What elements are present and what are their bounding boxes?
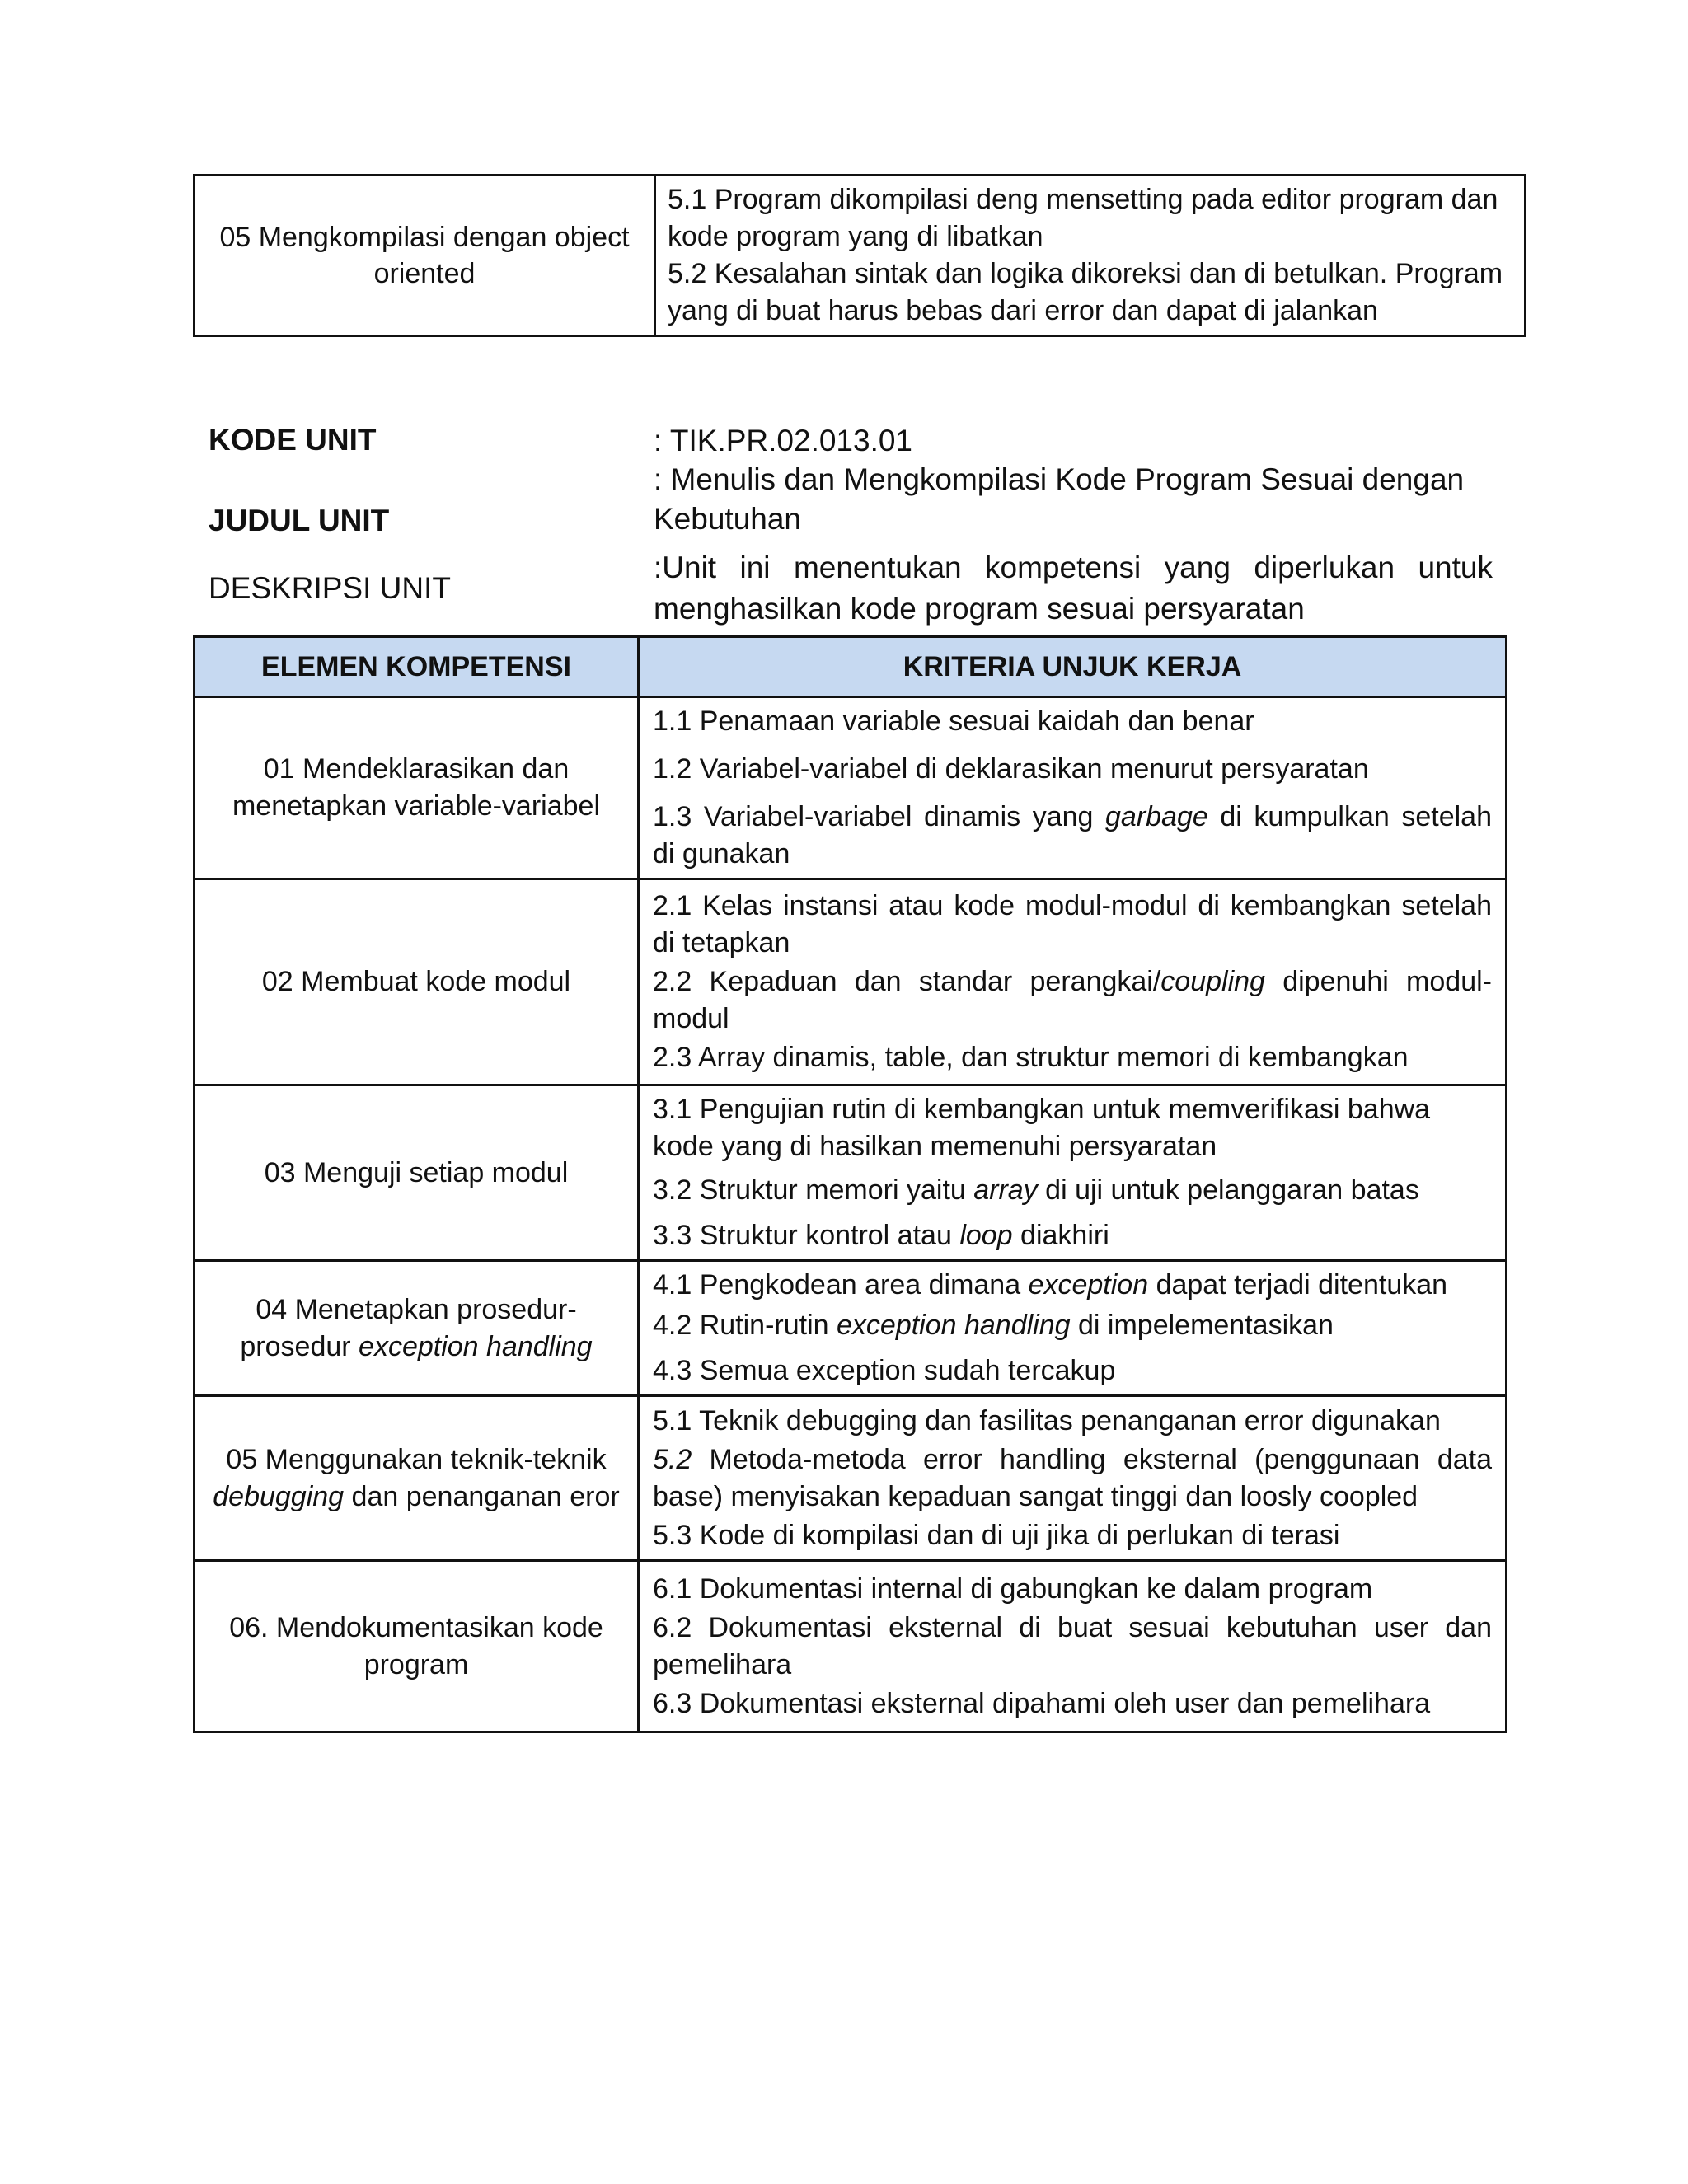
criteria-item: 3.1 Pengujian rutin di kembangkan untuk memverifikasi bahwa kode yang di hasilkan memenuhi persyaratan — [653, 1094, 1431, 1162]
criteria-item: 6.3 Dokumentasi eksternal dipahami oleh user dan pemelihara — [653, 1687, 1431, 1719]
criteria-item: 5.1 Program dikompilasi deng mensetting pada editor program dan kode program yang di libatkan — [668, 184, 1498, 252]
element-cell: 05 Mengkompilasi dengan object oriented — [195, 176, 655, 336]
criteria-item: 6.1 Dokumentasi internal di gabungkan ke dalam program — [653, 1572, 1373, 1605]
table-row — [195, 1561, 1507, 1732]
table-row — [195, 1085, 1507, 1261]
table-row — [195, 1261, 1507, 1396]
criteria-item: 4.1 Pengkodean area dimana exception dapat terjadi ditentukan — [653, 1269, 1448, 1301]
criteria-item: 2.1 Kelas instansi atau kode modul-modul di kembangkan setelah di tetapkan — [653, 890, 1492, 958]
criteria-cell — [639, 1396, 1507, 1561]
deskripsi-unit-label: DESKRIPSI UNIT — [209, 571, 451, 605]
criteria-item: 6.2 Dokumentasi eksternal di buat sesuai kebutuhan user dan pemelihara — [653, 1611, 1492, 1680]
criteria-item: 4.2 Rutin-rutin exception handling di impelementasikan — [653, 1310, 1334, 1341]
element-cell: 02 Membuat kode modul — [195, 879, 639, 1085]
criteria-item: 3.2 Struktur memori yaitu array di uji untuk pelanggaran batas — [653, 1174, 1419, 1206]
header-elemen: ELEMEN KOMPETENSI — [195, 637, 639, 697]
element-cell: 05 Menggunakan teknik-teknik debugging dan penanganan eror — [195, 1396, 639, 1561]
kode-unit-value: : TIK.PR.02.013.01 — [654, 424, 913, 457]
criteria-item: 1.1 Penamaan variable sesuai kaidah dan benar — [653, 705, 1254, 737]
criteria-item: 1.2 Variabel-variabel di deklarasikan menurut persyaratan — [653, 753, 1369, 785]
criteria-cell — [655, 176, 1526, 336]
top-criteria-table — [193, 174, 1526, 337]
deskripsi-unit-value: :Unit ini menentukan kompetensi yang diperlukan untuk menghasilkan kode program sesuai persyaratan — [654, 551, 1493, 626]
criteria-cell — [639, 1261, 1507, 1396]
element-cell: 03 Menguji setiap modul — [195, 1085, 639, 1261]
header-kriteria: KRITERIA UNJUK KERJA — [639, 637, 1507, 697]
criteria-item: 3.3 Struktur kontrol atau loop diakhiri — [653, 1220, 1109, 1251]
criteria-cell — [639, 879, 1507, 1085]
table-row — [195, 697, 1507, 879]
element-cell: 01 Mendeklarasikan dan menetapkan variable-variabel — [195, 697, 639, 879]
element-cell: 04 Menetapkan prosedur-prosedur exception handling — [195, 1261, 639, 1396]
criteria-cell — [639, 697, 1507, 879]
criteria-item: 2.3 Array dinamis, table, dan struktur memori di kembangkan — [653, 1042, 1409, 1073]
criteria-item: 5.2 Metoda-metoda error handling eksternal (penggunaan data base) menyisakan kepaduan sangat tinggi dan loosly coopled — [653, 1443, 1492, 1512]
criteria-item: 5.1 Teknik debugging dan fasilitas penanganan error digunakan — [653, 1404, 1441, 1436]
criteria-item: 5.3 Kode di kompilasi dan di uji jika di perlukan di terasi — [653, 1519, 1340, 1551]
table-row — [195, 176, 1526, 336]
judul-unit-value: : Menulis dan Mengkompilasi Kode Program Sesuai dengan Kebutuhan — [654, 462, 1465, 536]
criteria-item: 5.2 Kesalahan sintak dan logika dikoreksi dan di betulkan. Program yang di buat harus bebas dari error dan dapat di jalankan — [668, 258, 1503, 326]
element-cell: 06. Mendokumentasikan kode program — [195, 1561, 639, 1732]
criteria-item: 1.3 Variabel-variabel dinamis yang garbage di kumpulkan setelah di gunakan — [653, 801, 1492, 869]
criteria-item: 2.2 Kepaduan dan standar perangkai/coupling dipenuhi modul-modul — [653, 966, 1492, 1034]
criteria-cell — [639, 1561, 1507, 1732]
kode-unit-label: KODE UNIT — [209, 423, 377, 457]
table-header-row — [195, 637, 1507, 697]
criteria-item: 4.3 Semua exception sudah tercakup — [653, 1355, 1116, 1386]
table-row — [195, 1396, 1507, 1561]
criteria-cell — [639, 1085, 1507, 1261]
competency-table — [193, 635, 1507, 1733]
table-row — [195, 879, 1507, 1085]
judul-unit-label: JUDUL UNIT — [209, 504, 390, 537]
